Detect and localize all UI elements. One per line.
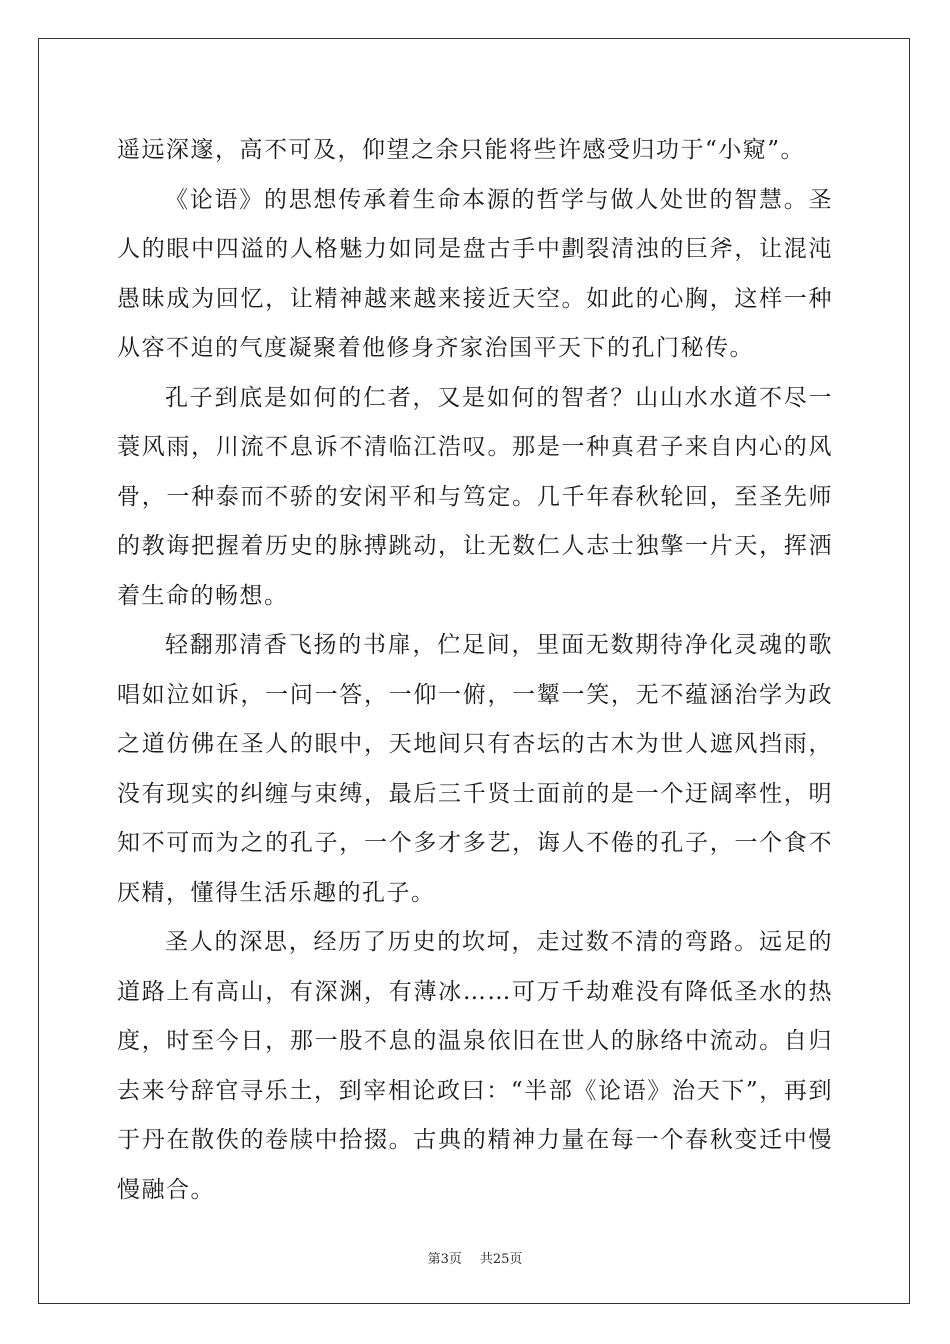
paragraph-2: 《论语》的思想传承着生命本源的哲学与做人处世的智慧。圣人的眼中四溢的人格魅力如同是盘古手中劃裂清浊的巨斧，让混沌愚昧成为回忆，让精神越来越来接近天空。如此的心胸，这样一种从容不迫的气度凝聚着他修身齐家治国平天下的孔门秘传。 xyxy=(117,186,833,361)
paragraph-5: 圣人的深思，经历了历史的坎坷，走过数不清的弯路。远足的道路上有高山，有深渊，有薄冰……可万千劫难没有降低圣水的热度，时至今日，那一股不息的温泉依旧在世人的脉络中流动。自归去来兮辞官寻乐土，到宰相论政曰：“半部《论语》治天下”，再到于丹在散佚的卷牍中拾掇。古典的精神力量在每一个春秋变迁中慢慢融合。 xyxy=(117,929,833,1203)
document-body xyxy=(117,126,833,1215)
paragraph-4: 轻翻那清香飞扬的书扉，伫足间，里面无数期待净化灵魂的歌唱如泣如诉，一问一答，一仰一俯，一颦一笑，无不蕴涵治学为政之道仿佛在圣人的眼中，天地间只有杏坛的古木为世人遮风挡雨，没有现实的纠缠与束缚，最后三千贤士面前的是一个迂阔率性，明知不可而为之的孔子，一个多才多艺，诲人不倦的孔子，一个食不厌精，懂得生活乐趣的孔子。 xyxy=(117,632,833,906)
page-footer xyxy=(0,1248,950,1267)
paragraph-3: 孔子到底是如何的仁者，又是如何的智者？山山水水道不尽一蓑风雨，川流不息诉不清临江浩叹。那是一种真君子来自内心的风骨，一种泰而不骄的安闲平和与笃定。几千年春秋轮回，至圣先师的教诲把握着历史的脉搏跳动，让无数仁人志士独擎一片天，挥洒着生命的畅想。 xyxy=(117,384,833,609)
page-number: 第3页 xyxy=(427,1252,462,1267)
paragraph-1: 遥远深邃，高不可及，仰望之余只能将些许感受归功于“小窥”。 xyxy=(117,137,806,163)
page-total: 共25页 xyxy=(479,1252,523,1267)
